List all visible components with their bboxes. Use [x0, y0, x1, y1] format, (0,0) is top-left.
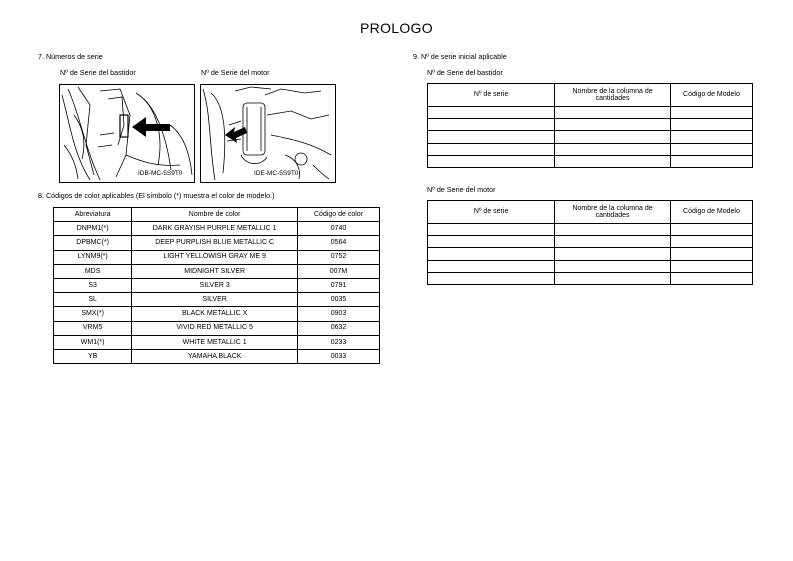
table-cell: 0903 [298, 307, 380, 321]
column-header: Nº de serie [428, 201, 555, 224]
column-header: Nombre de color [132, 208, 298, 222]
table-cell: MIDNIGHT SILVER [132, 264, 298, 278]
table-row [54, 278, 380, 292]
table-cell [428, 131, 555, 143]
table-cell [428, 107, 555, 119]
engine-serial-start-label: Nº de Serie del motor [427, 185, 496, 194]
table-cell [670, 107, 752, 119]
table-row [428, 224, 753, 236]
table-cell: SL [54, 293, 132, 307]
table-cell: 0632 [298, 321, 380, 335]
table-cell: SILVER [132, 293, 298, 307]
table-cell: SMX(*) [54, 307, 132, 321]
table-cell: 0035 [298, 293, 380, 307]
column-header: Código de Modelo [670, 84, 752, 107]
frame-serial-label: Nº de Serie del bastidor [60, 68, 136, 77]
section-7-heading: 7. Números de serie [38, 52, 103, 61]
table-cell [428, 224, 555, 236]
table-cell: LIGHT YELLOWISH GRAY ME 9 [132, 250, 298, 264]
table-cell [670, 236, 752, 248]
color-code-table [53, 207, 380, 364]
table-row [428, 131, 753, 143]
table-header-row [54, 208, 380, 222]
table-row [54, 264, 380, 278]
table-cell: 0033 [298, 349, 380, 363]
table-cell: WHITE METALLIC 1 [132, 335, 298, 349]
table-cell: DEEP PURPLISH BLUE METALLIC C [132, 236, 298, 250]
page-title: PROLOGO [360, 20, 433, 36]
column-header: Código de color [298, 208, 380, 222]
engine-drawing [201, 85, 335, 182]
table-cell [428, 248, 555, 260]
table-row [54, 335, 380, 349]
table-cell: SILVER 3 [132, 278, 298, 292]
table-cell: 0791 [298, 278, 380, 292]
table-cell: DPBMC(*) [54, 236, 132, 250]
section-8-heading: 8. Códigos de color aplicables (El símbolo (*) muestra el color de modelo.) [38, 191, 275, 200]
table-row [428, 260, 753, 272]
table-cell [670, 155, 752, 167]
table-cell: 0233 [298, 335, 380, 349]
table-cell [428, 236, 555, 248]
table-cell: 0564 [298, 236, 380, 250]
table-row [428, 143, 753, 155]
table-cell: 007M [298, 264, 380, 278]
engine-serial-label: Nº de Serie del motor [201, 68, 270, 77]
column-header: Abreviatura [54, 208, 132, 222]
table-cell [670, 224, 752, 236]
table-row [54, 236, 380, 250]
table-row [54, 349, 380, 363]
table-cell [670, 260, 752, 272]
table-cell: 0752 [298, 250, 380, 264]
table-cell [555, 119, 671, 131]
table-row [428, 248, 753, 260]
table-cell [670, 272, 752, 284]
table-row [54, 222, 380, 236]
column-header: Nº de serie [428, 84, 555, 107]
table-cell: LYNM9(*) [54, 250, 132, 264]
table-cell [428, 272, 555, 284]
table-cell [428, 119, 555, 131]
table-cell [670, 248, 752, 260]
engine-serial-start-table [427, 200, 753, 285]
table-cell: YB [54, 349, 132, 363]
table-header-row [428, 84, 753, 107]
table-cell: 0740 [298, 222, 380, 236]
table-header-row [428, 201, 753, 224]
column-header: Nombre de la columna de cantidades [555, 201, 671, 224]
table-cell [428, 143, 555, 155]
table-cell [555, 236, 671, 248]
table-cell: DARK GRAYISH PURPLE METALLIC 1 [132, 222, 298, 236]
table-row [54, 293, 380, 307]
table-cell [555, 143, 671, 155]
table-cell: S3 [54, 278, 132, 292]
table-cell [555, 107, 671, 119]
table-cell [428, 155, 555, 167]
table-cell: YAMAHA BLACK [132, 349, 298, 363]
table-cell [670, 131, 752, 143]
table-row [54, 250, 380, 264]
column-header: Código de Modelo [670, 201, 752, 224]
frame-drawing [60, 85, 194, 182]
table-row [428, 272, 753, 284]
table-cell [555, 131, 671, 143]
table-cell: WM1(*) [54, 335, 132, 349]
table-cell [555, 224, 671, 236]
table-row [428, 107, 753, 119]
table-cell [428, 260, 555, 272]
arrow-icon [132, 117, 170, 137]
table-row [428, 155, 753, 167]
table-cell [555, 155, 671, 167]
table-row [428, 236, 753, 248]
column-header: Nombre de la columna de cantidades [555, 84, 671, 107]
engine-image-code: IDE-MC-5S9T0 [254, 170, 299, 177]
table-row [428, 119, 753, 131]
frame-serial-figure [59, 84, 195, 183]
engine-serial-figure [200, 84, 336, 183]
table-cell: BLACK METALLIC X [132, 307, 298, 321]
table-cell: VRM5 [54, 321, 132, 335]
table-cell [555, 260, 671, 272]
table-cell: DNPM1(*) [54, 222, 132, 236]
table-row [54, 321, 380, 335]
table-cell: MDS [54, 264, 132, 278]
table-cell: VIVID RED METALLIC 5 [132, 321, 298, 335]
table-row [54, 307, 380, 321]
table-cell [670, 143, 752, 155]
frame-serial-start-label: Nº de Serie del bastidor [427, 68, 503, 77]
frame-image-code: IDB-MC-5S9T0 [138, 170, 183, 177]
table-cell [670, 119, 752, 131]
section-9-heading: 9. Nº de serie inicial aplicable [413, 52, 507, 61]
table-cell [555, 248, 671, 260]
frame-serial-start-table [427, 83, 753, 168]
table-cell [555, 272, 671, 284]
